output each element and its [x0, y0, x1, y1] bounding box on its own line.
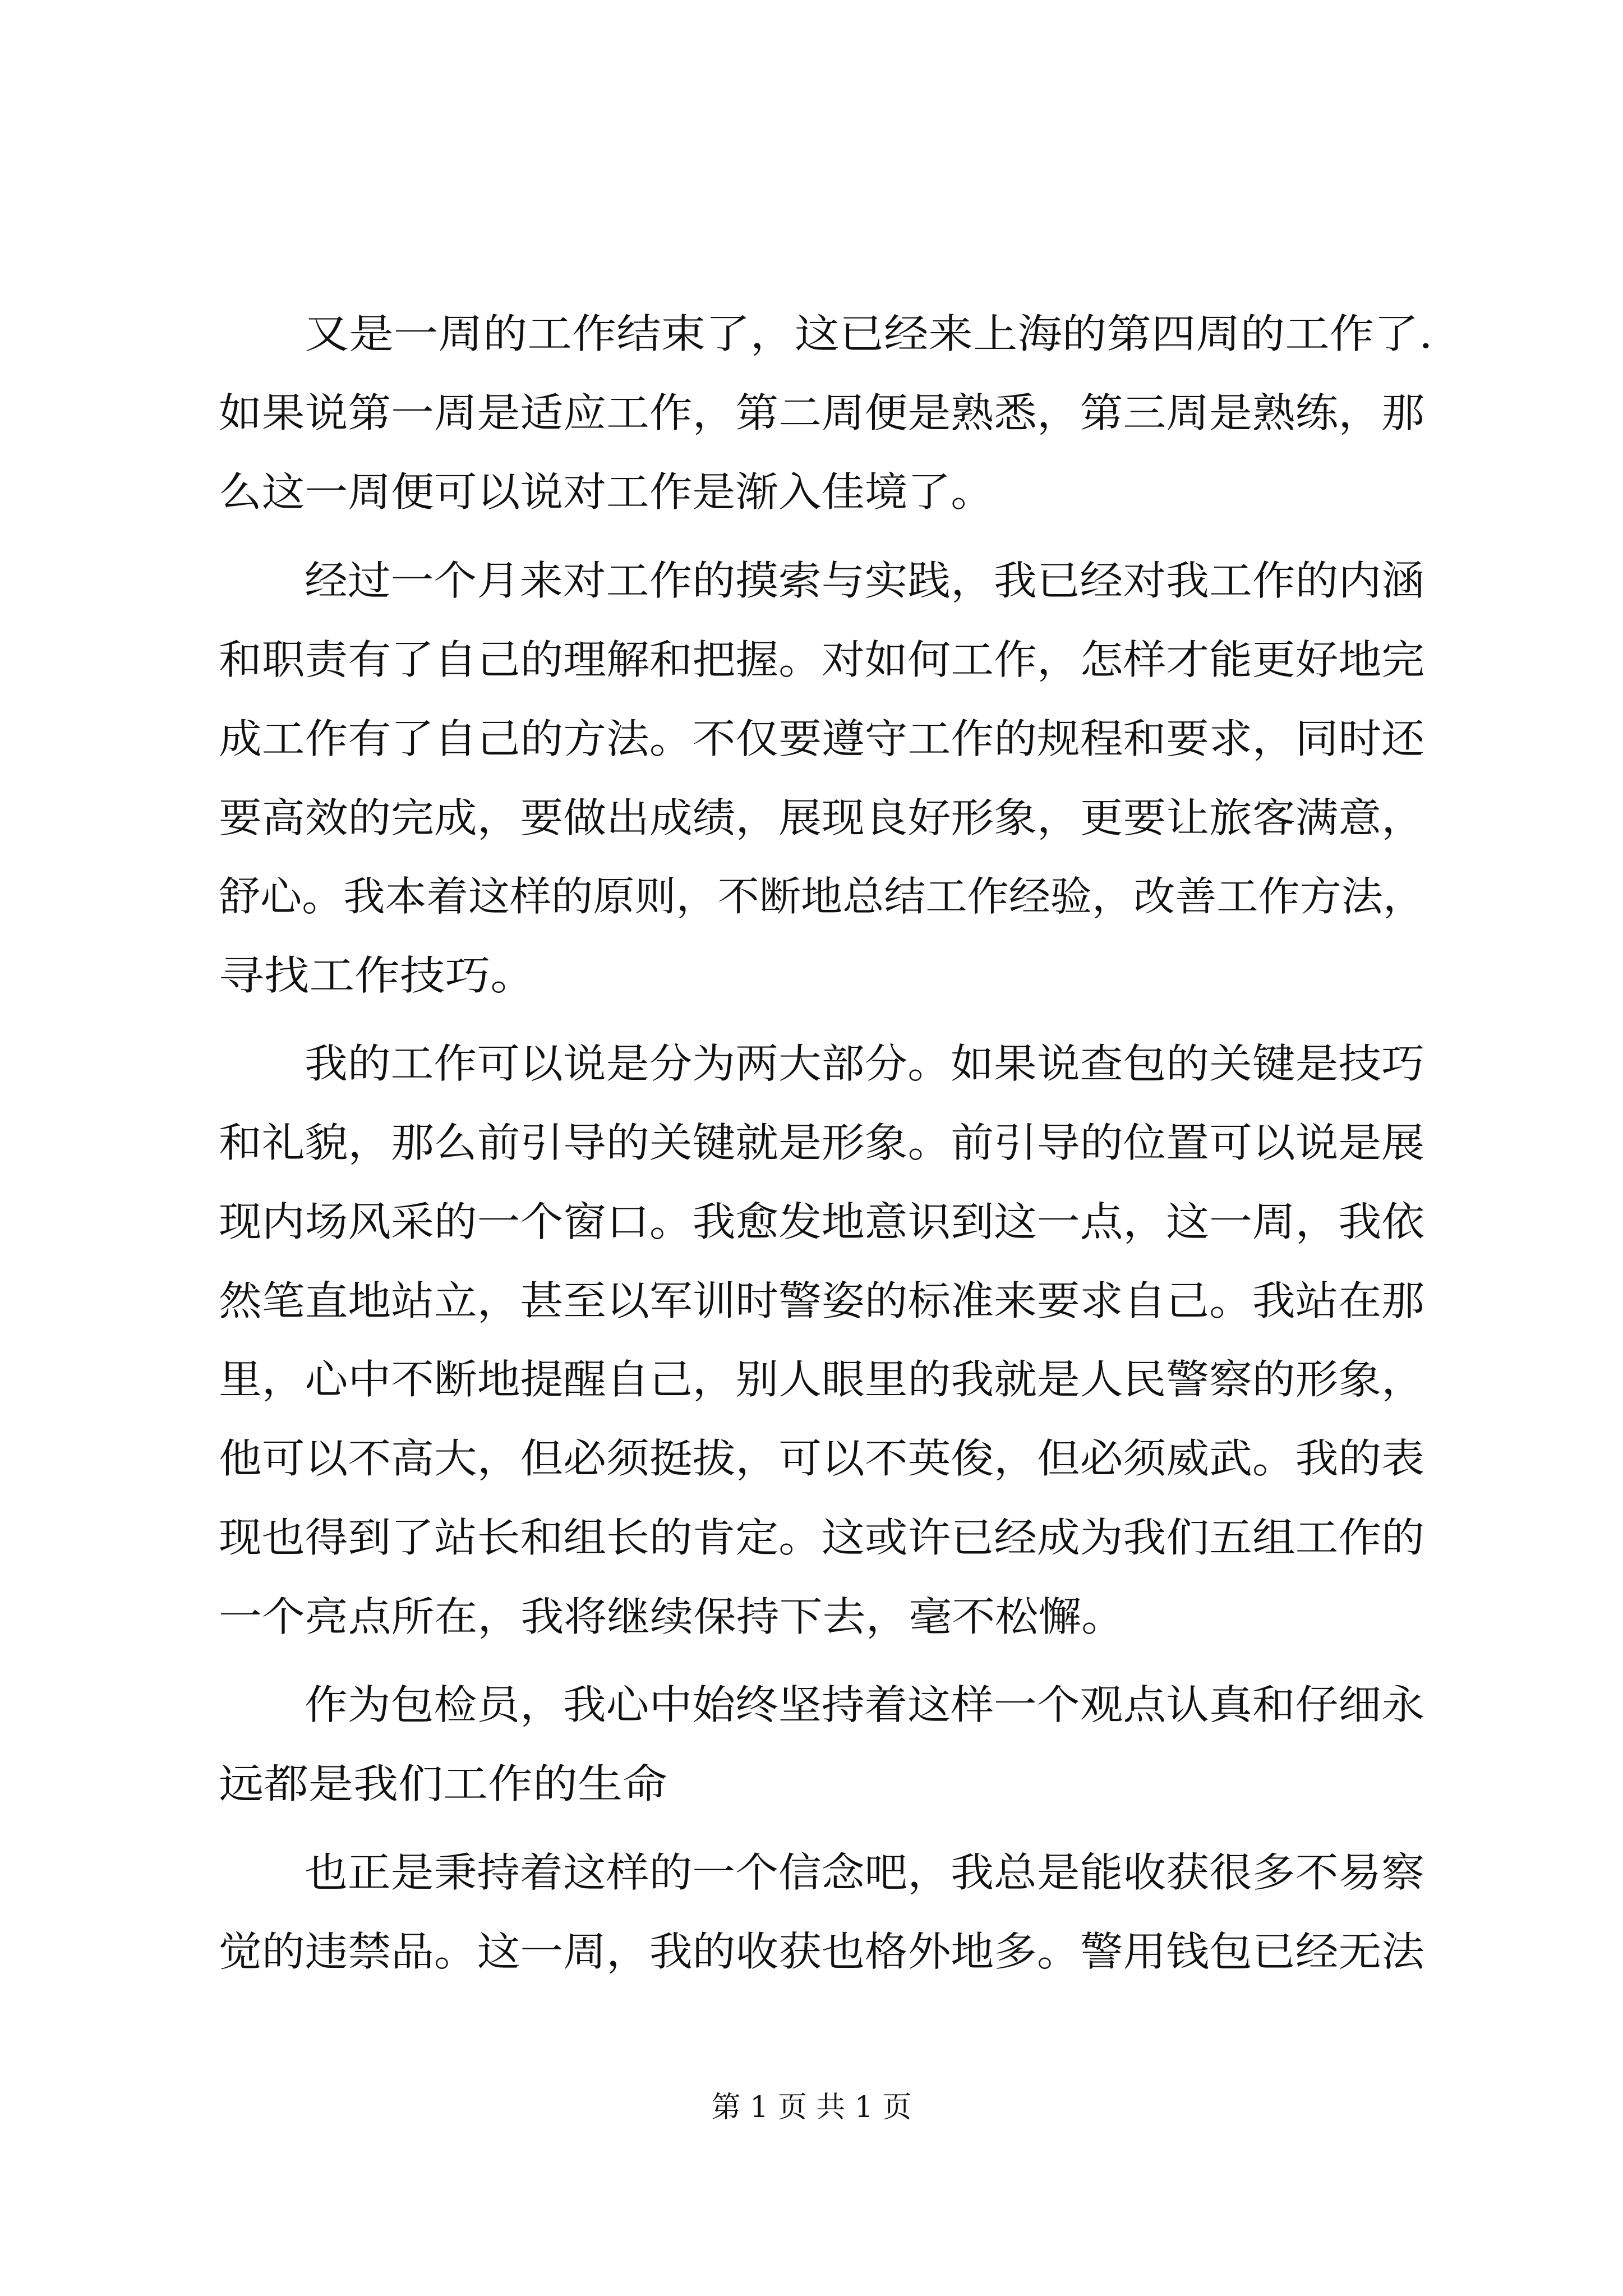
text-line-9: 寻找工作技巧。: [219, 952, 536, 999]
text-line-13: 然笔直地站立，甚至以军训时警姿的标准来要求自己。我站在那: [219, 1277, 1425, 1324]
text-line-3: 么这一周便可以说对工作是渐入佳境了。: [219, 468, 994, 516]
text-line-8: 舒心。我本着这样的原则，不断地总结工作经验，改善工作方法，: [219, 873, 1425, 920]
text-line-7: 要高效的完成，要做出成绩，展现良好形象，更要让旅客满意，: [219, 794, 1425, 841]
text-line-14: 里，心中不断地提醒自己，别人眼里的我就是人民警察的形象，: [219, 1356, 1425, 1403]
text-line-16: 现也得到了站长和组长的肯定。这或许已经成为我们五组工作的: [219, 1514, 1425, 1561]
text-line-12: 现内场风采的一个窗口。我愈发地意识到这一点，这一周，我依: [219, 1198, 1425, 1245]
text-line-10: 我的工作可以说是分为两大部分。如果说查包的关键是技巧: [305, 1040, 1425, 1087]
text-line-2: 如果说第一周是适应工作，第二周便是熟悉，第三周是熟练，那: [219, 389, 1425, 436]
text-line-18: 作为包检员，我心中始终坚持着这样一个观点认真和仔细永: [305, 1681, 1425, 1728]
text-line-15: 他可以不高大，但必须挺拔，可以不英俊，但必须威武。我的表: [219, 1435, 1425, 1482]
text-line-20: 也正是秉持着这样的一个信念吧，我总是能收获很多不易察: [305, 1849, 1425, 1896]
text-line-6: 成工作有了自己的方法。不仅要遵守工作的规程和要求，同时还: [219, 715, 1425, 762]
page-footer: 第 1 页 共 1 页: [711, 2091, 912, 2124]
text-line-19: 远都是我们工作的生命: [219, 1760, 668, 1807]
text-line-1: 又是一周的工作结束了，这已经来上海的第四周的工作了.: [305, 310, 1433, 357]
text-line-5: 和职责有了自己的理解和把握。对如何工作，怎样才能更好地完: [219, 636, 1425, 683]
text-line-11: 和礼貌，那么前引导的关键就是形象。前引导的位置可以说是展: [219, 1119, 1425, 1166]
text-line-21: 觉的违禁品。这一周，我的收获也格外地多。警用钱包已经无法: [219, 1928, 1425, 1975]
text-line-17: 一个亮点所在，我将继续保持下去，毫不松懈。: [219, 1593, 1125, 1640]
text-line-4: 经过一个月来对工作的摸索与实践，我已经对我工作的内涵: [305, 557, 1425, 604]
